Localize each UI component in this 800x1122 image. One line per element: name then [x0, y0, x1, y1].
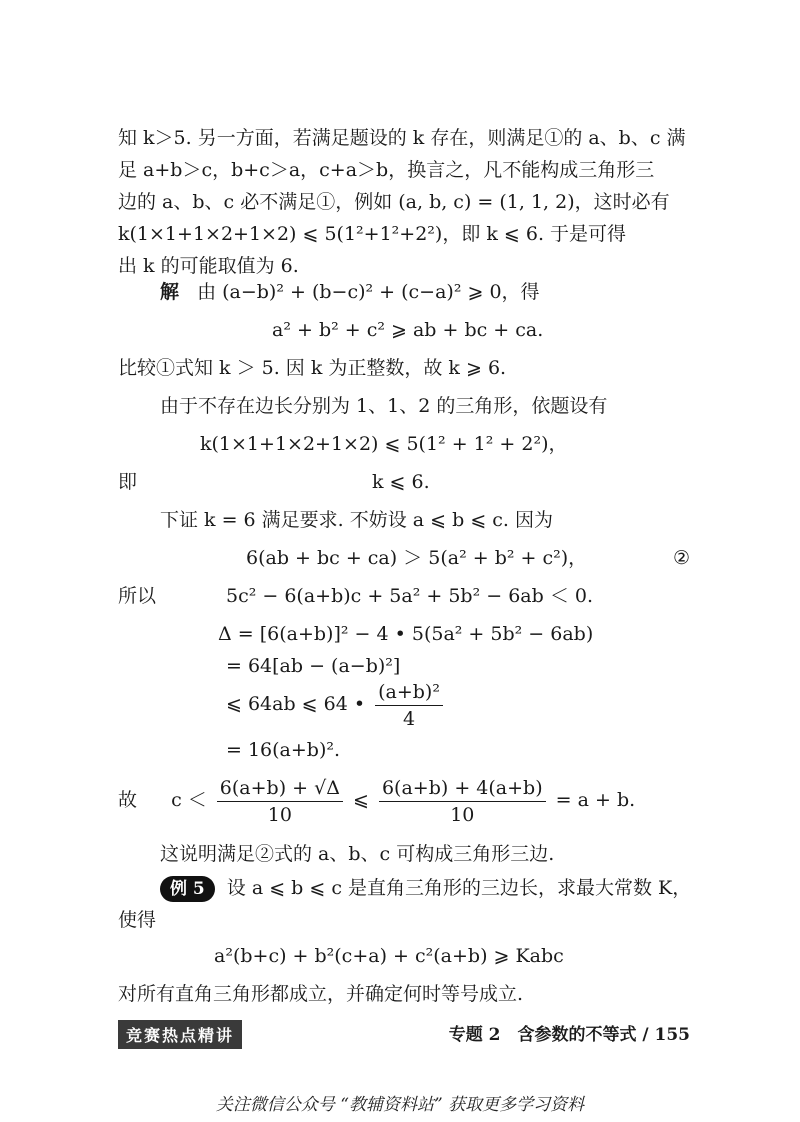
text-line: 边的 a、b、c 必不满足①，例如 (a, b, c) = (1, 1, 2)，这时必有 [118, 191, 670, 213]
equation: = a + b. [555, 789, 636, 811]
footer-series-label: 竞赛热点精讲 [118, 1020, 242, 1049]
equation-fraction-line [118, 772, 678, 828]
text-line: k(1×1+1×2+1×2) ⩽ 5(1²+1²+2²)，即 k ⩽ 6. 于是可得 [118, 223, 627, 245]
example-text: 设 a ⩽ b ⩽ c 是直角三角形的三边长，求最大常数 K， [226, 877, 692, 899]
text-line: 对所有直角三角形都成立，并确定何时等号成立. [118, 983, 524, 1005]
equation: 6(ab + bc + ca) ＞ 5(a² + b² + c²)， [246, 547, 588, 569]
watermark-text: 关注微信公众号 “教辅资料站” 获取更多学习资料 [215, 1095, 585, 1115]
fraction-numerator: 6(a+b) + √Δ [217, 775, 343, 802]
example-badge: 例 5 [160, 876, 215, 902]
text-line: 比较①式知 k ＞ 5. 因 k 为正整数，故 k ⩾ 6. [118, 357, 507, 379]
fraction-numerator: 6(a+b) + 4(a+b) [379, 775, 546, 802]
equation-fraction-line [226, 678, 666, 732]
equation: k ⩽ 6. [372, 471, 430, 493]
equation: = 64[ab − (a−b)²] [226, 655, 401, 677]
fraction [217, 775, 343, 828]
example-heading [160, 872, 732, 904]
solution-line: 由 (a−b)² + (b−c)² + (c−a)² ⩾ 0，得 [197, 281, 540, 303]
equation: c ＜ [171, 789, 207, 811]
equation: ⩽ 64ab ⩽ 64 • [226, 693, 366, 715]
fraction [379, 775, 546, 828]
text-line: 由于不存在边长分别为 1、1、2 的三角形，依题设有 [160, 395, 608, 417]
text-line: 下证 k = 6 满足要求. 不妨设 a ⩽ b ⩽ c. 因为 [160, 509, 554, 531]
text-line: 足 a+b＞c，b+c＞a，c+a＞b，换言之，凡不能构成三角形三 [118, 159, 655, 181]
fraction-denominator: 10 [450, 803, 475, 826]
label-suoyi: 所以 [118, 585, 157, 607]
equation-tag: ② [672, 547, 690, 569]
text-line: 这说明满足②式的 a、b、c 可构成三角形三边. [160, 843, 555, 865]
label-gu: 故 [118, 789, 138, 811]
equation: = 16(a+b)². [226, 739, 341, 761]
equation: 5c² − 6(a+b)c + 5a² + 5b² − 6ab ＜ 0. [226, 585, 593, 607]
equation: k(1×1+1×2+1×2) ⩽ 5(1² + 1² + 2²)， [200, 433, 568, 455]
text-line: 出 k 的可能取值为 6. [118, 255, 299, 277]
fraction [375, 679, 443, 732]
fraction-denominator: 4 [402, 707, 416, 730]
solution-label: 解 [160, 281, 180, 303]
equation: a² + b² + c² ⩾ ab + bc + ca. [272, 319, 544, 341]
text-line: 使得 [118, 909, 157, 931]
fraction-denominator: 10 [267, 803, 292, 826]
equation: a²(b+c) + b²(c+a) + c²(a+b) ⩾ Kabc [214, 945, 564, 967]
equation: Δ = [6(a+b)]² − 4 • 5(5a² + 5b² − 6ab) [218, 623, 594, 645]
footer-page-info: 专题 2 含参数的不等式 / 155 [448, 1025, 690, 1045]
label-ji: 即 [118, 471, 138, 493]
fraction-numerator: (a+b)² [375, 679, 443, 706]
solution-intro [160, 276, 732, 308]
text-line: 知 k＞5. 另一方面，若满足题设的 k 存在，则满足①的 a、b、c 满 [118, 127, 686, 149]
equation: ⩽ [353, 789, 369, 811]
